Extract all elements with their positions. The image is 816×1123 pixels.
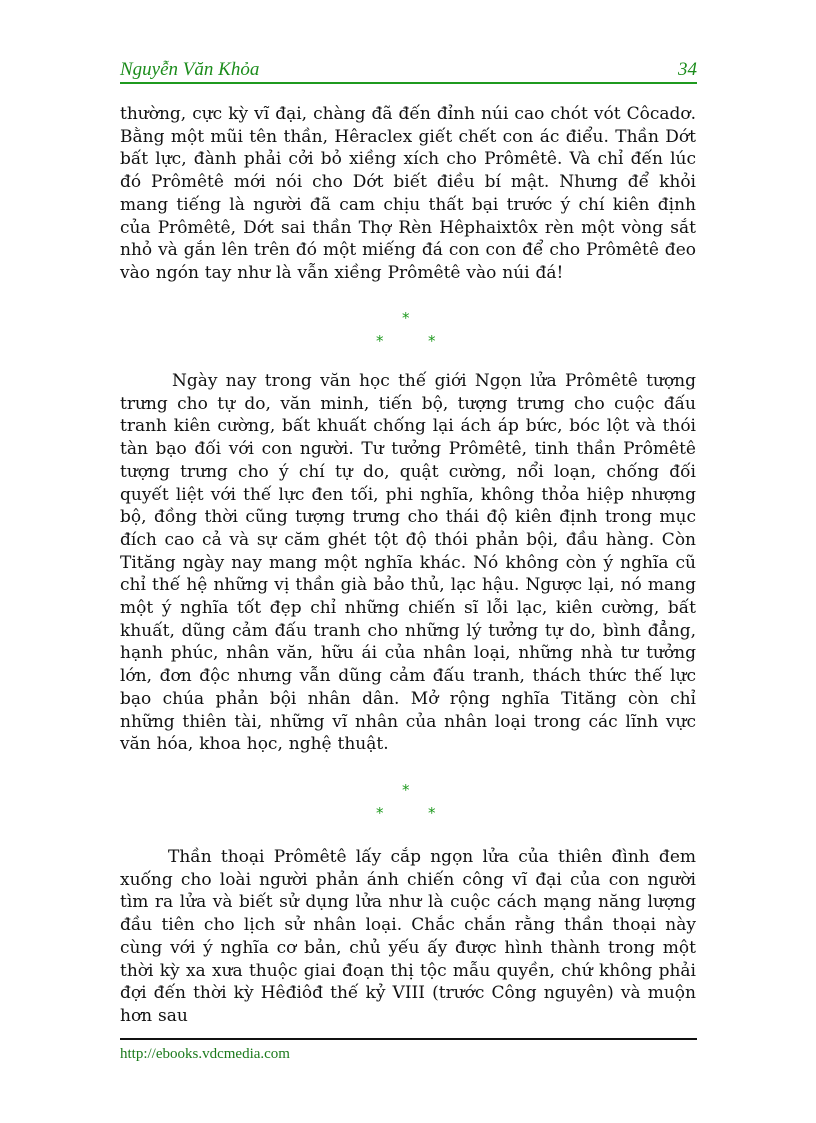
section-separator-2 bbox=[370, 780, 446, 820]
paragraph-3: Thần thoại Prômêtê lấy cắp ngọn lửa của thiên đình đem xuống cho loài người phản ánh chiến công vĩ đại của con người tìm ra lửa và biết sử dụng lửa như là cuộc cách mạng năng lượng đầu tiên cho lịch sử nhân loại. Chắc chắn rằng thần thoại này cùng với ý nghĩa cơ bản, chủ yếu ấy được hình thành trong một thời kỳ xa xưa thuộc giai đoạn thị tộc mẫu quyền, chứ không phải đợi đến thời kỳ Hêđiôđ thế kỷ VIII (trước Công nguyên) và muộn hơn sau bbox=[120, 847, 696, 1026]
separator-star: * bbox=[402, 309, 410, 327]
footer-divider bbox=[120, 1038, 697, 1040]
separator-star: * bbox=[428, 332, 436, 350]
page-number: 34 bbox=[678, 59, 697, 80]
footer-link[interactable]: http://ebooks.vdcmedia.com bbox=[120, 1046, 290, 1062]
separator-star: * bbox=[428, 804, 436, 822]
page-header bbox=[120, 58, 697, 84]
separator-star: * bbox=[376, 804, 384, 822]
paragraph-1: thường, cực kỳ vĩ đại, chàng đã đến đỉnh núi cao chót vót Côcadơ. Bằng một mũi tên thần, Hêraclex giết chết con ác điểu. Thần Dớt bất lực, đành phải cởi bỏ xiềng xích cho Prômêtê. Và chỉ đến lúc đó Prômêtê mới nói cho Dớt biết điều bí mật. Nhưng để khỏi mang tiếng là người đã cam chịu thất bại trước ý chí kiên định của Prômêtê, Dớt sai thần Thợ Rèn Hêphaixtôx rèn một vòng sắt nhỏ và gắn lên trên đó một miếng đá con con để cho Prômêtê đeo vào ngón tay như là vẫn xiềng Prômêtê vào núi đá! bbox=[120, 104, 696, 283]
header-author: Nguyễn Văn Khỏa bbox=[120, 59, 260, 80]
separator-star: * bbox=[402, 781, 410, 799]
paragraph-2: Ngày nay trong văn học thế giới Ngọn lửa Prômêtê tượng trưng cho tự do, văn minh, tiến bộ, tượng trưng cho cuộc đấu tranh kiên cường, bất khuất chống lại ách áp bức, bóc lột và thói tàn bạo đối với con người. Tư tưởng Prômêtê, tinh thần Prômêtê tượng trưng cho ý chí tự do, quật cường, nổi loạn, chống đối quyết liệt với thế lực đen tối, phi nghĩa, không thỏa hiệp nhượng bộ, đồng thời cũng tượng trưng cho thái độ kiên định trong mục đích cao cả và sự căm ghét tột độ thói phản bội, đầu hàng. Còn Tităng ngày nay mang một nghĩa khác. Nó không còn ý nghĩa cũ chỉ thế hệ những vị thần già bảo thủ, lạc hậu. Ngược lại, nó mang một ý nghĩa tốt đẹp chỉ những chiến sĩ lỗi lạc, kiên cường, bất khuất, dũng cảm đấu tranh cho những lý tưởng tự do, bình đẳng, hạnh phúc, nhân văn, hữu ái của nhân loại, những nhà tư tưởng lớn, đơn độc nhưng vẫn dũng cảm đấu tranh, thách thức thế lực bạo chúa phản bội nhân dân. Mở rộng nghĩa Tităng còn chỉ những thiên tài, những vĩ nhân của nhân loại trong các lĩnh vực văn hóa, khoa học, nghệ thuật. bbox=[120, 371, 696, 755]
separator-star: * bbox=[376, 332, 384, 350]
section-separator-1 bbox=[370, 308, 446, 348]
